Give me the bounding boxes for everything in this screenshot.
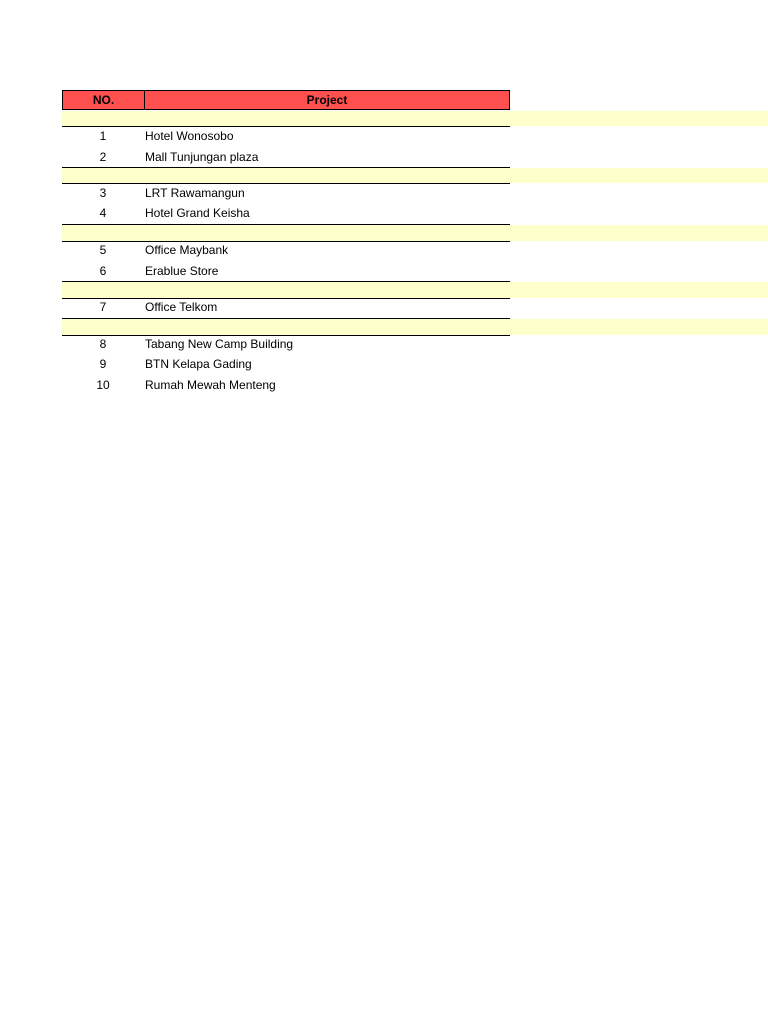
project-name: Office Telkom	[145, 300, 218, 314]
table-row	[62, 355, 510, 373]
header-project: Project	[306, 93, 348, 107]
row-number: 5	[99, 243, 107, 257]
row-number: 4	[99, 206, 107, 220]
table-row	[62, 241, 510, 259]
row-number: 3	[99, 186, 107, 200]
table-row	[62, 376, 510, 394]
table-row	[62, 184, 510, 202]
row-number: 9	[99, 357, 107, 371]
header-no: NO.	[63, 91, 145, 109]
project-name: Hotel Wonosobo	[145, 129, 234, 143]
group-band	[62, 168, 768, 183]
group-band	[62, 319, 768, 335]
row-number: 10	[96, 378, 110, 392]
project-name: Mall Tunjungan plaza	[145, 150, 259, 164]
table-row	[62, 148, 510, 166]
project-name: Office Maybank	[145, 243, 229, 257]
group-band	[62, 225, 768, 241]
row-number: 8	[99, 337, 107, 351]
project-name: LRT Rawamangun	[145, 186, 245, 200]
table-row	[62, 262, 510, 280]
row-number: 7	[99, 300, 107, 314]
row-number: 2	[99, 150, 107, 164]
row-number: 1	[99, 129, 107, 143]
table-row	[62, 204, 510, 222]
project-name: Tabang New Camp Building	[145, 337, 294, 351]
table-row	[62, 335, 510, 353]
table-row	[62, 298, 510, 316]
row-number: 6	[99, 264, 107, 278]
project-name: Rumah Mewah Menteng	[145, 378, 276, 392]
project-name: BTN Kelapa Gading	[145, 357, 252, 371]
group-band	[62, 111, 768, 126]
table-row	[62, 127, 510, 145]
project-name: Erablue Store	[145, 264, 219, 278]
group-band	[62, 282, 768, 298]
table-header	[62, 90, 510, 110]
project-name: Hotel Grand Keisha	[145, 206, 250, 220]
